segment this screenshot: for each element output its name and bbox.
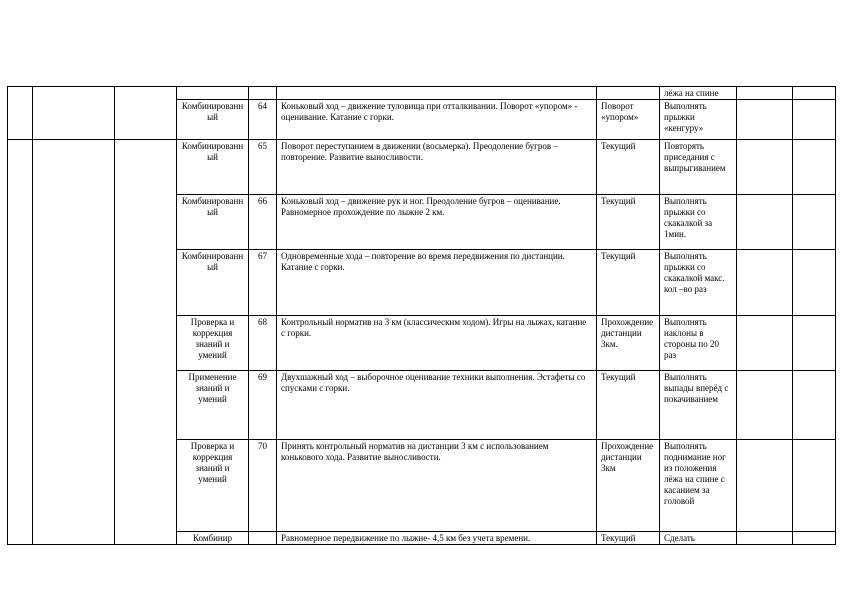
cell-empty (793, 140, 836, 195)
homework-cell: Выполнять прыжки со скакалкой макс. кол –во раз (660, 250, 737, 316)
lesson-number-cell (249, 87, 277, 100)
control-type-cell (597, 87, 660, 100)
lesson-number-cell: 70 (249, 440, 277, 532)
lesson-content-cell: Коньковый ход – движение туловища при отталкивании. Поворот «упором» - оценивание. Катание с горки. (277, 100, 597, 140)
cell-empty (33, 140, 115, 545)
homework-cell: Повторять приседания с выпрыгиванием (660, 140, 737, 195)
lesson-content-cell: Коньковый ход – движение рук и ног. Преодоление бугров – оценивание. Равномерное прохождение по лыжне 2 км. (277, 195, 597, 250)
cell-empty (115, 87, 177, 140)
lesson-type-cell: Проверка и коррекция знаний и умений (177, 440, 249, 532)
homework-cell: Выполнять прыжки со скакалкой за 1мин. (660, 195, 737, 250)
cell-empty (737, 316, 793, 371)
table-row (8, 140, 836, 195)
control-type-cell: Текущий (597, 371, 660, 440)
cell-empty (115, 140, 177, 545)
lesson-content-cell: Одновременные хода – повторение во время передвижения по дистанции. Катание с горки. (277, 250, 597, 316)
lesson-content-cell: Контрольный норматив на 3 км (классическим ходом). Игры на лыжах, катание с горки. (277, 316, 597, 371)
cell-empty (737, 440, 793, 532)
homework-cell: Выполнять выпады вперёд с покачиванием (660, 371, 737, 440)
cell-empty (33, 87, 115, 140)
cell-empty (793, 195, 836, 250)
control-type-cell: Поворот «упором» (597, 100, 660, 140)
cell-empty (737, 532, 793, 545)
homework-cell: Выполнять поднимание ног из положения лёжа на спине с касанием за головой (660, 440, 737, 532)
lesson-type-cell: Комбинированный (177, 250, 249, 316)
cell-empty (793, 100, 836, 140)
cell-empty (737, 100, 793, 140)
cell-empty (793, 316, 836, 371)
homework-cell: Сделать (660, 532, 737, 545)
lesson-number-cell: 65 (249, 140, 277, 195)
homework-cell: Выполнять прыжки «кенгуру» (660, 100, 737, 140)
lesson-type-cell: Комбинир (177, 532, 249, 545)
lesson-number-cell: 69 (249, 371, 277, 440)
table-row (8, 87, 836, 100)
lesson-number-cell: 64 (249, 100, 277, 140)
lesson-type-cell: Комбинированный (177, 140, 249, 195)
lesson-content-cell (277, 87, 597, 100)
lesson-content-cell: Двухшажный ход – выборочное оценивание техники выполнения. Эстафеты со спусками с горки. (277, 371, 597, 440)
lesson-type-cell: Применение знаний и умений (177, 371, 249, 440)
homework-cell: лёжа на спине (660, 87, 737, 100)
cell-empty (737, 140, 793, 195)
lesson-content-cell: Принять контрольный норматив на дистанции 3 км с использованием конькового хода. Развитие выносливости. (277, 440, 597, 532)
lesson-number-cell: 66 (249, 195, 277, 250)
cell-empty (8, 87, 33, 140)
homework-cell: Выполнять наклоны в стороны по 20 раз (660, 316, 737, 371)
cell-empty (793, 440, 836, 532)
lesson-number-cell: 67 (249, 250, 277, 316)
cell-empty (793, 532, 836, 545)
lesson-content-cell: Поворот переступанием в движении (восьмерка). Преодоление бугров – повторение. Развитие выносливости. (277, 140, 597, 195)
control-type-cell: Текущий (597, 140, 660, 195)
control-type-cell: Текущий (597, 195, 660, 250)
lesson-type-cell: Комбинированный (177, 195, 249, 250)
lesson-type-cell (177, 87, 249, 100)
control-type-cell: Прохождение дистанции 3км (597, 440, 660, 532)
cell-empty (737, 250, 793, 316)
cell-empty (8, 140, 33, 545)
cell-empty (737, 195, 793, 250)
control-type-cell: Текущий (597, 250, 660, 316)
lesson-number-cell: 68 (249, 316, 277, 371)
lesson-type-cell: Проверка и коррекция знаний и умений (177, 316, 249, 371)
lesson-type-cell: Комбинированный (177, 100, 249, 140)
cell-empty (793, 250, 836, 316)
lesson-plan-table (7, 86, 836, 545)
control-type-cell: Прохождение дистанции 3км. (597, 316, 660, 371)
control-type-cell: Текущий (597, 532, 660, 545)
cell-empty (737, 87, 793, 100)
lesson-content-cell: Равномерное передвижение по лыжне- 4,5 км без учета времени. (277, 532, 597, 545)
lesson-number-cell (249, 532, 277, 545)
cell-empty (793, 371, 836, 440)
cell-empty (737, 371, 793, 440)
cell-empty (793, 87, 836, 100)
